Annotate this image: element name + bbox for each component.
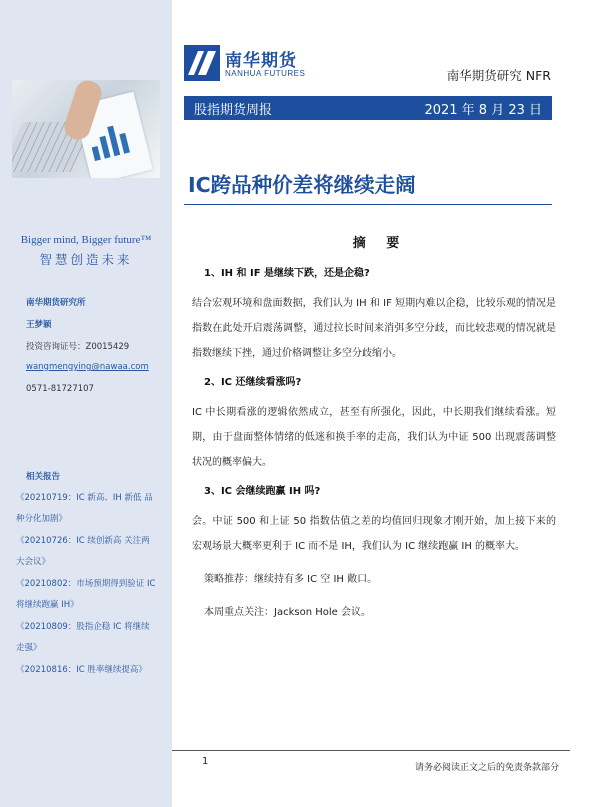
page-number: 1 bbox=[202, 756, 209, 767]
footer-divider bbox=[172, 750, 570, 751]
question-1: 1、IH 和 IF 是继续下跌，还是企稳? bbox=[204, 268, 370, 279]
strategy-recommendation: 策略推荐：继续持有多 IC 空 IH 敞口。 bbox=[204, 574, 378, 585]
answer-2: IC 中长期看涨的逻辑依然成立，甚至有所强化，因此，中长期我们继续看涨。短期，由于盘面整体情绪的低迷和换手率的走高，我们认为中证 500 出现震荡调整状况的概率偏大。 bbox=[192, 407, 556, 468]
certificate-number: 投资咨询证号：Z0015429 bbox=[26, 342, 130, 352]
research-institute: 南华期货研究所 bbox=[26, 298, 86, 308]
answer-3: 会。中证 500 和上证 50 指数估值之差的均值回归现象才刚开始，加上接下来的宏观场景大概率更利于 IC 而不是 IH，我们认为 IC 继续跑赢 IH 的概率大。 bbox=[192, 516, 556, 552]
slogan-chinese: 智慧创造未来 bbox=[39, 252, 133, 267]
cover-photo bbox=[12, 80, 160, 178]
report-date: 2021 年 8 月 23 日 bbox=[424, 103, 542, 118]
author-name: 王梦颖 bbox=[26, 320, 52, 330]
author-email-link[interactable]: wangmengying@nawaa.com bbox=[26, 362, 149, 372]
nanhua-logo bbox=[184, 45, 334, 85]
weekly-focus: 本周重点关注：Jackson Hole 会议。 bbox=[204, 607, 371, 618]
related-report-link[interactable]: 《20210802：市场预期得到验证 IC 将继续跑赢 IH》 bbox=[16, 579, 156, 610]
report-type: 股指期货周报 bbox=[194, 103, 273, 118]
related-report-link[interactable]: 《20210719：IC 新高、IH 新低 品种分化加剧》 bbox=[16, 493, 153, 524]
related-report-link[interactable]: 《20210726：IC 续创新高 关注两大会议》 bbox=[16, 536, 150, 567]
related-reports-heading: 相关报告 bbox=[26, 472, 61, 482]
report-title: IC跨品种价差将继续走阔 bbox=[188, 173, 416, 197]
report-info-bar bbox=[184, 96, 552, 120]
related-report-link[interactable]: 《20210816：IC 胜率继续提高》 bbox=[16, 665, 147, 675]
question-2: 2、IC 还继续看涨吗? bbox=[204, 377, 302, 388]
nanhua-logo-icon bbox=[184, 45, 220, 81]
title-divider bbox=[184, 204, 552, 205]
answer-1: 结合宏观环境和盘面数据，我们认为 IH 和 IF 短期内难以企稳，比较乐观的情况是指数在此处开启震荡调整，通过拉长时间来消弭多空分歧，而比较悲观的情况就是指数继续下挫，通过价格调整让多空分歧缩小。 bbox=[192, 298, 556, 359]
logo-chinese-text: 南华期货 bbox=[225, 51, 297, 71]
left-sidebar bbox=[0, 0, 172, 807]
abstract-heading: 摘 要 bbox=[352, 236, 408, 251]
abstract-section bbox=[192, 232, 556, 633]
related-reports-list bbox=[16, 488, 158, 682]
slogan-english: Bigger mind, Bigger future™ bbox=[20, 234, 152, 246]
author-phone: 0571-81727107 bbox=[26, 384, 94, 394]
question-3: 3、IC 会继续跑赢 IH 吗? bbox=[204, 486, 321, 497]
related-report-link[interactable]: 《20210809：股指企稳 IC 将继续走强》 bbox=[16, 622, 150, 653]
disclaimer-note: 请务必阅读正文之后的免责条款部分 bbox=[414, 763, 559, 773]
logo-english-text: NANHUA FUTURES bbox=[225, 69, 306, 78]
header-research-label: 南华期货研究 NFR bbox=[446, 68, 551, 83]
